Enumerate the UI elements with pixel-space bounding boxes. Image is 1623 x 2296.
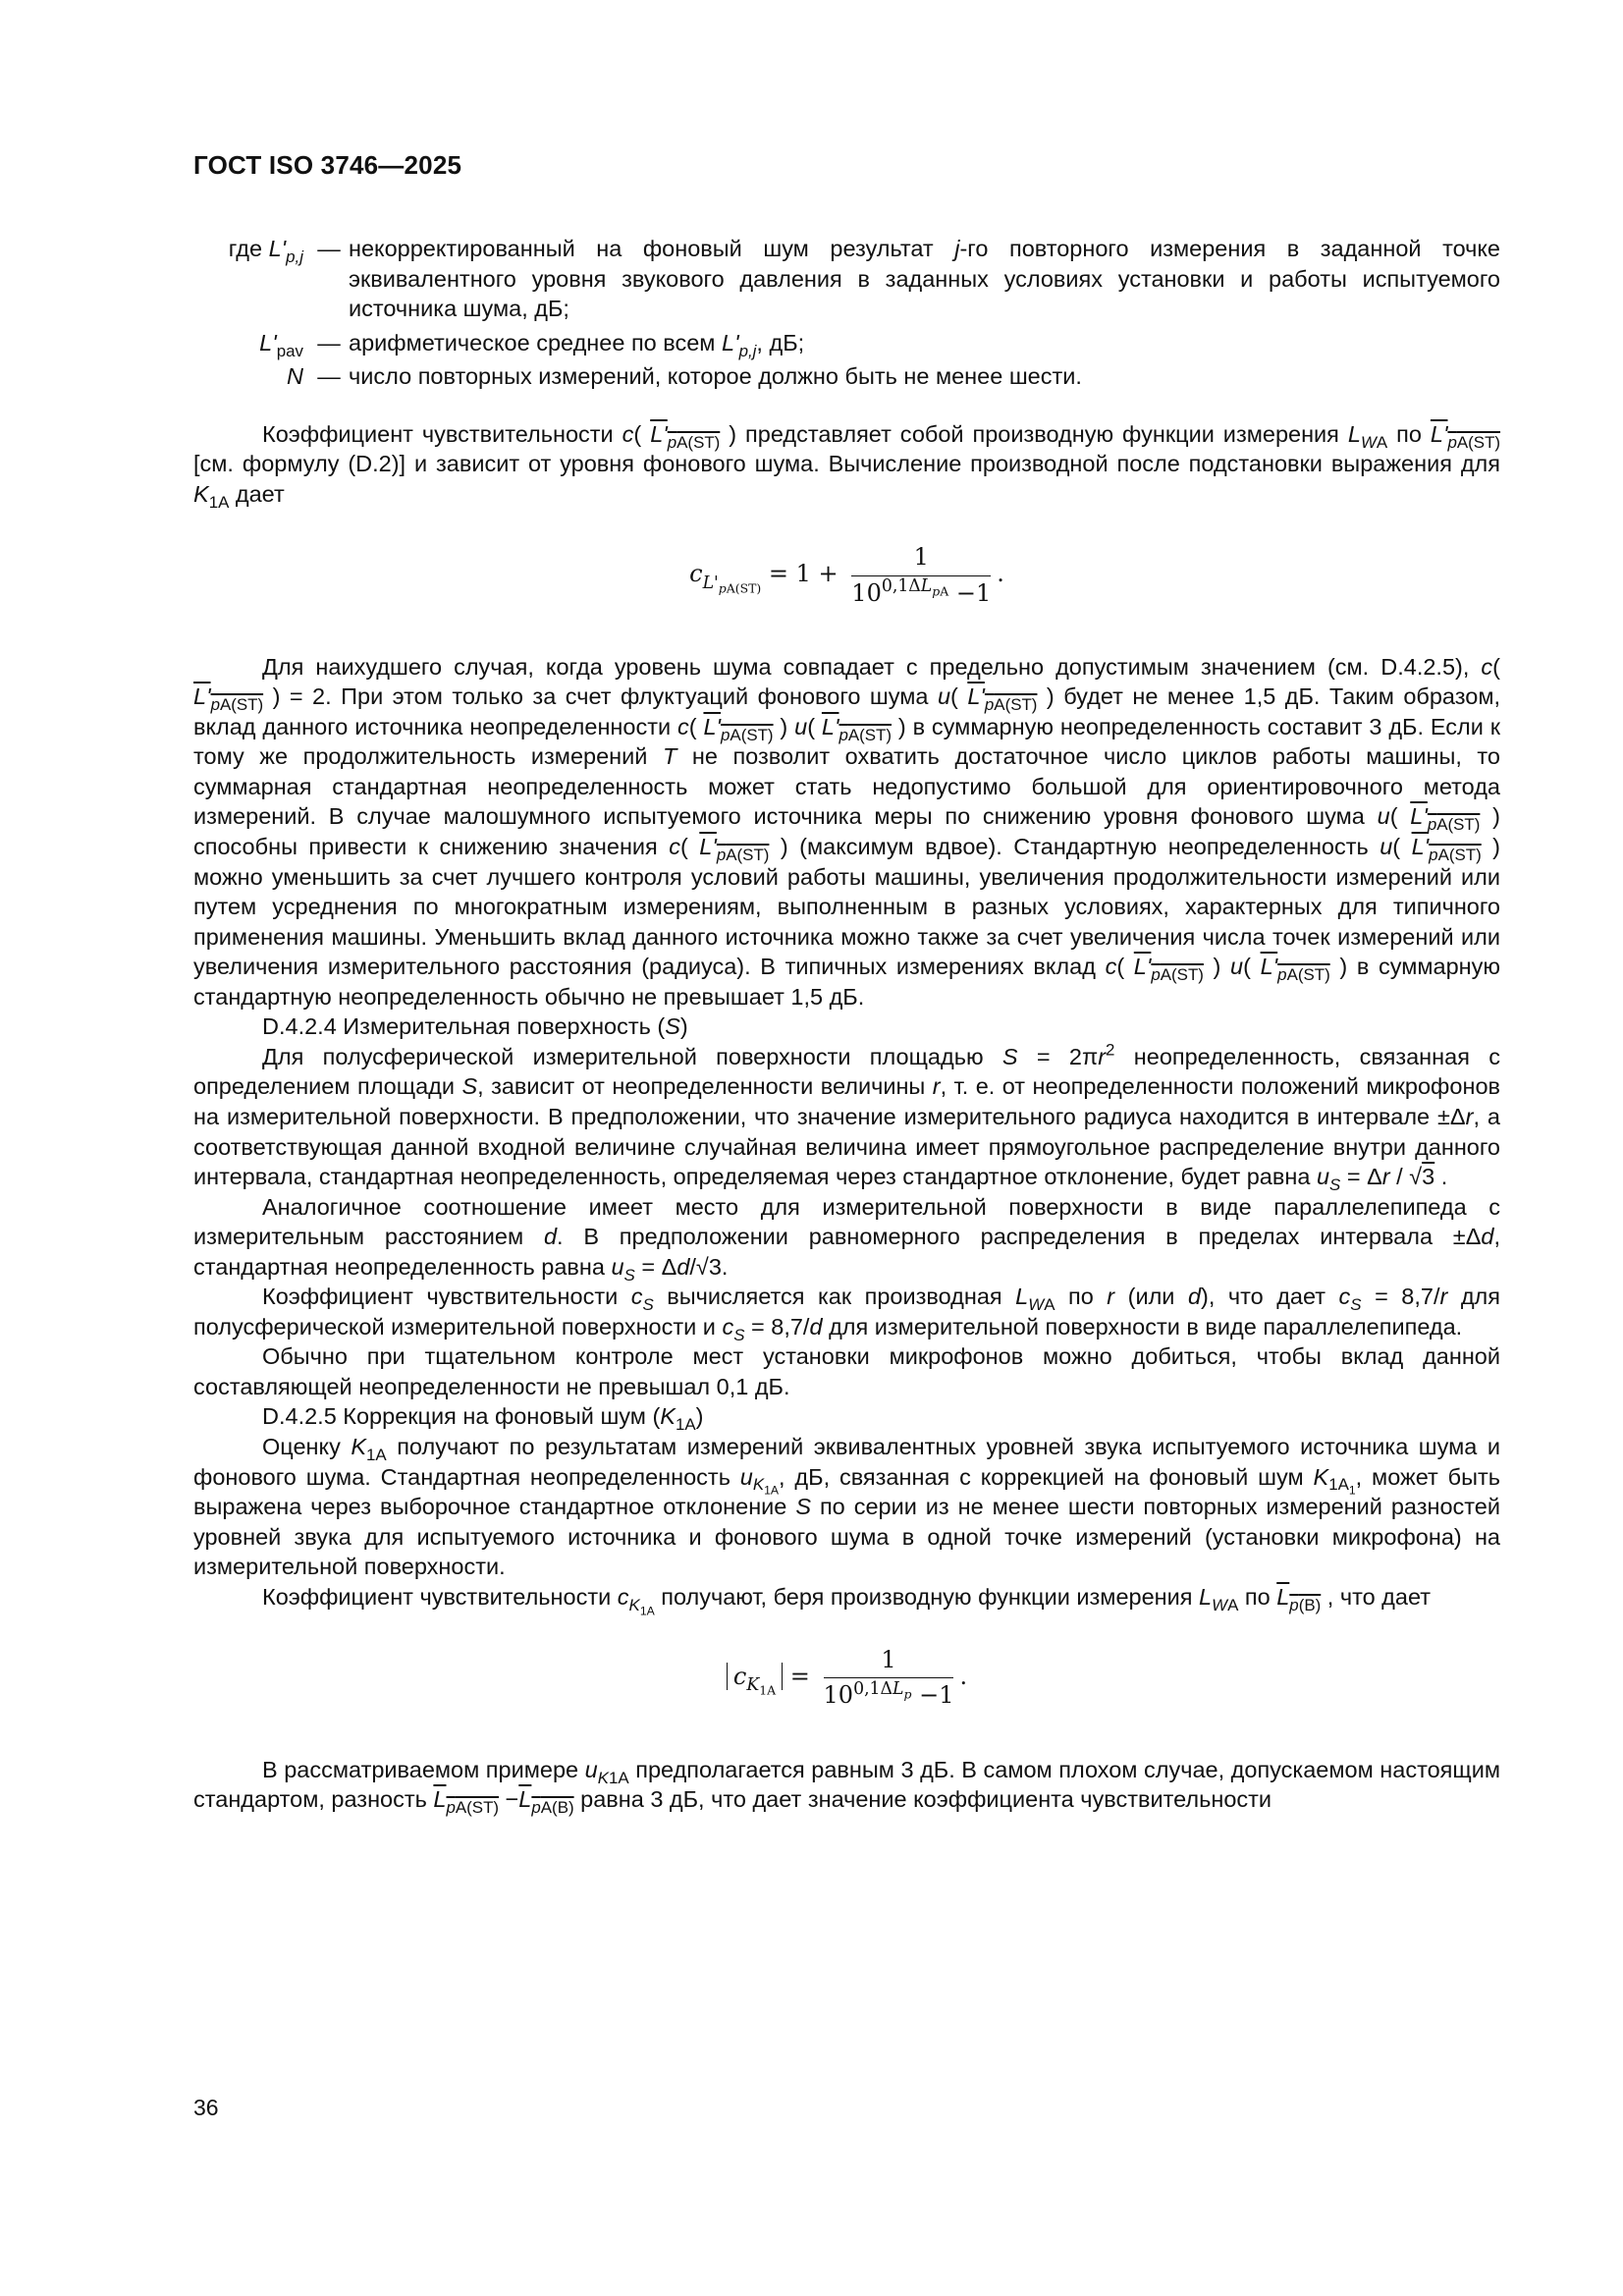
definition-symbol: $L'_{pav}$ [259,329,303,360]
definition-dash: — [317,329,341,355]
definition-text: число повторных измерений, которое должно быть не менее шести. [349,363,1082,390]
formula-fraction: $\frac{1}{10^{0,1\Delta L_{pA}} -1}$ [851,543,992,607]
formula-sensitivity-k1a: $c_{K_{1A}}$ = $\frac{1}{10^{0,1\Delta L_p} -1}$ . [193,1645,1500,1711]
page-number: 36 [193,2095,219,2120]
paragraph: В рассматриваемом примере $u_{K1A}$ предполагается равным 3 дБ. В самом плохом случае, допускаемом настоящим стандартом, разность $L_{pA(ST)} -L_{pA(B)}$ равна 3 дБ, что дает значение коэффициента чувствительности [193,1756,1500,1818]
formula-fraction: $\frac{1}{10^{0,1\Delta L_p} -1}$ [823,1646,954,1710]
definition-dash: — [317,236,341,261]
paragraph: Для наихудшего случая, когда уровень шума совпадает с предельно допустимым значением (см. D.4.2.5), c( $L'_{pA(ST)}$ ) = 2. При этом только за счет флуктуаций фонового шума u( $L'_{pA(ST)}$ ) будет не менее 1,5 дБ. Таким образом, вклад данного источника неопределенности c( $L'_{pA(ST)}$ ) u( $L'_{pA(ST)}$ ) в суммарную неопределенность составит 3 дБ. Если к тому же продолжительность измерений T не позволит охватить достаточное число циклов работы машины, то суммарная стандартная неопределенность может стать недопустимо большой для ориентировочного метода измерений. В случае малошумного испытуемого источника меры по снижению уровня фонового шума u( $L'_{pA(ST)}$ ) способны привести к снижению значения c( $L'_{pA(ST)}$ ) (максимум вдвое). Стандартную неопределенность u( $L'_{pA(ST)}$ ) можно уменьшить за счет лучшего контроля условий работы машины, увеличения продолжительности измерений или путем усреднения по многократным измерениям, выполненным в разных условиях, характерных для типичного применения машины. Уменьшить вклад данного источника можно также за счет увеличения числа точек измерений или увеличения измерительного расстояния (радиуса). В типичных измерениях вклад c( $L'_{pA(ST)}$ ) u( $L'_{pA(ST)}$ ) в суммарную стандартную неопределенность обычно не превышает 1,5 дБ. [193,653,1501,1010]
document-body [193,234,1501,1818]
definition-symbol: N [287,363,303,390]
page-header: ГОСТ ISO 3746—2025 [193,150,462,180]
definition-text: некорректированный на фоновый шум результат j-го повторного измерения в заданной точке эквивалентного уровня звукового давления в заданных условиях установки и работы испытуемого источника шума, дБ; [349,236,1500,322]
paragraph: Коэффициент чувствительности $c_{K_{1A}}$ получают, беря производную функции измерения $L_{WA}$ по $L_{p(B)}$ , что дает [262,1583,1432,1617]
paragraph: Обычно при тщательном контроле мест установки микрофонов можно добиться, чтобы вклад данной составляющей неопределенности не превышал 0,1 дБ. [193,1343,1500,1399]
section-heading: D.4.2.5 Коррекция на фоновый шум $(K_{1A})$ [262,1403,704,1435]
definition-dash: — [317,363,341,390]
paragraph: Коэффициент чувствительности $c_S$ вычисляется как производная $L_{WA}$ по r (или d), что дает $c_S = 8,7/r$ для полусферической измерительной поверхности и $c_S = 8,7/d$ для измерительной поверхности в виде параллелепипеда. [193,1284,1500,1344]
definition-symbol: где $L'_{p,j}$ [228,236,303,266]
definition-text: арифметическое среднее по всем $L'_{p,j}$, дБ; [349,329,805,360]
formula-sensitivity-background: $c_{L'_{pA(ST)}} = 1$ + $\frac{1}{10^{0,1\Delta L_{pA}} -1}$ . [193,542,1500,608]
paragraph: Оценку $K_{1A}$ получают по результатам измерений эквивалентных уровней звука испытуемого источника шума и фонового шума. Стандартная неопределенность $u_{K_{1A}}$, дБ, связанная с коррекцией на фоновый шум $K_{1A_1}$, может быть выражена через выборочное стандартное отклонение S по серии из не менее шести повторных измерений разностей уровней звука для испытуемого источника и фонового шума в одной точке измерений (установки микрофона) на измерительной поверхности. [193,1433,1500,1580]
section-heading: D.4.2.4 Измерительная поверхность (S) [262,1013,688,1040]
paragraph: Для полусферической измерительной поверхности площадью $S = 2\pi r^2$ неопределенность, связанная с определением площади S, зависит от неопределенности величины r, т. е. от неопределенности положений микрофонов на измерительной поверхности. В предположении, что значение измерительного радиуса находится в интервале ±Δr, а соответствующая данной входной величине случайная величина имеет прямоугольное распределение внутри данного интервала, стандартная неопределенность, определяемая через стандартное отклонение, будет равна $u_S = \Delta r / √3$ . [193,1040,1501,1194]
paragraph: Коэффициент чувствительности c( $L'_{pA(ST)}$ ) представляет собой производную функции измерения $L_{WA}$ по $L'_{pA(ST)}$ [см. формулу (D.2)] и зависит от уровня фонового шума. Вычисление производной после подстановки выражения для $K_{1A}$ дает [193,420,1501,512]
paragraph: Аналогичное соотношение имеет место для измерительной поверхности в виде параллелепипеда с измерительным расстоянием d. В предположении равномерного распределения в пределах интервала ±Δd, стандартная неопределенность равна $u_S = \Delta d/√3$. [193,1193,1501,1285]
definitions-list [193,234,1500,392]
